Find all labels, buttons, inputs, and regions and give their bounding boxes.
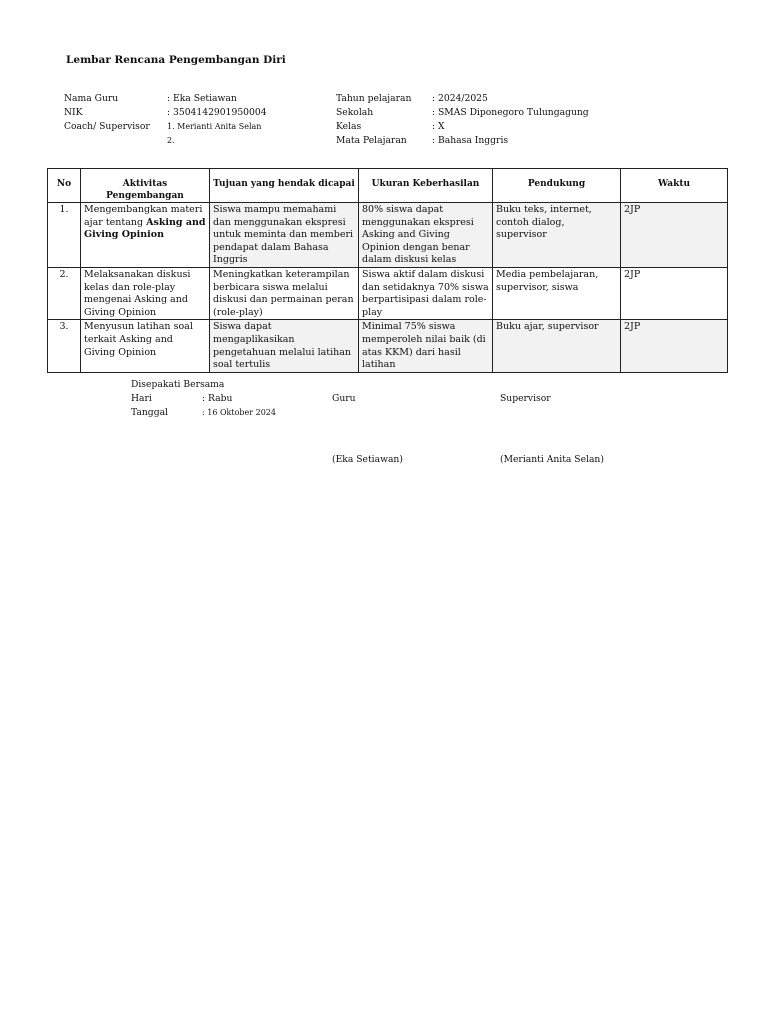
cell-aktivitas [81,203,210,268]
header-tujuan: Tujuan yang hendak dicapai [210,169,359,203]
label-kelas: Kelas [336,121,362,132]
value-tahun: : 2024/2025 [432,93,488,104]
cell-ukuran: 80% siswa dapat menggunakan ekspresi Asking and Giving Opinion dengan benar dalam diskusi kelas [359,203,493,268]
document-title: Lembar Rencana Pengembangan Diri [66,54,286,66]
label-nama-guru: Nama Guru [64,93,119,104]
cell-waktu: 2JP [621,203,728,268]
table-row [48,203,728,268]
label-tanggal: Tanggal [131,407,168,418]
cell-pendukung: Media pembelajaran, supervisor, siswa [493,267,621,319]
cell-aktivitas: Menyusun latihan soal terkait Asking and Giving Opinion [81,320,210,372]
label-coach: Coach/ Supervisor [64,121,150,132]
cell-waktu: 2JP [621,267,728,319]
development-plan-table [47,168,728,373]
table-row [48,320,728,372]
label-nik: NIK [64,107,83,118]
header-pendukung: Pendukung [493,169,621,203]
label-tahun: Tahun pelajaran [336,93,412,104]
guru-label: Guru [332,393,356,404]
cell-ukuran: Minimal 75% siswa memperoleh nilai baik (di atas KKM) dari hasil latihan [359,320,493,372]
supervisor-label: Supervisor [500,393,551,404]
value-sekolah: : SMAS Diponegoro Tulungagung [432,107,589,118]
header-waktu: Waktu [621,169,728,203]
label-mapel: Mata Pelajaran [336,135,407,146]
cell-waktu: 2JP [621,320,728,372]
aktivitas-bold-text: Asking and Giving Opinion [84,216,206,241]
cell-aktivitas: Melaksanakan diskusi kelas dan role-play mengenai Asking and Giving Opinion [81,267,210,319]
value-nama-guru: : Eka Setiawan [167,93,237,104]
cell-tujuan: Siswa mampu memahami dan menggunakan ekspresi untuk meminta dan memberi pendapat dalam Bahasa Inggris [210,203,359,268]
header-ukuran: Ukuran Keberhasilan [359,169,493,203]
cell-pendukung: Buku ajar, supervisor [493,320,621,372]
cell-no: 1. [48,203,81,268]
label-sekolah: Sekolah [336,107,374,118]
cell-no: 3. [48,320,81,372]
header-no: No [48,169,81,203]
value-hari: : Rabu [202,393,233,404]
table-row [48,267,728,319]
cell-no: 2. [48,267,81,319]
value-tanggal: : 16 Oktober 2024 [202,408,276,417]
supervisor-signature-name: (Merianti Anita Selan) [500,454,604,465]
label-hari: Hari [131,393,152,404]
cell-tujuan: Meningkatkan keterampilan berbicara siswa melalui diskusi dan permainan peran (role-play) [210,267,359,319]
agreement-heading: Disepakati Bersama [131,379,225,390]
header-aktivitas: Aktivitas Pengembangan [81,169,210,203]
cell-ukuran: Siswa aktif dalam diskusi dan setidaknya 70% siswa berpartisipasi dalam role-play [359,267,493,319]
aktivitas-text: Mengembangkan materi ajar tentang [84,204,203,228]
table-header-row [48,169,728,203]
value-nik: : 3504142901950004 [167,107,267,118]
value-kelas: : X [432,121,445,132]
guru-signature-name: (Eka Setiawan) [332,454,403,465]
value-coach-1: 1. Merianti Anita Selan [167,122,262,131]
value-coach-2: 2. [167,136,175,145]
value-mapel: : Bahasa Inggris [432,135,509,146]
cell-pendukung: Buku teks, internet, contoh dialog, supervisor [493,203,621,268]
cell-tujuan: Siswa dapat mengaplikasikan pengetahuan melalui latihan soal tertulis [210,320,359,372]
